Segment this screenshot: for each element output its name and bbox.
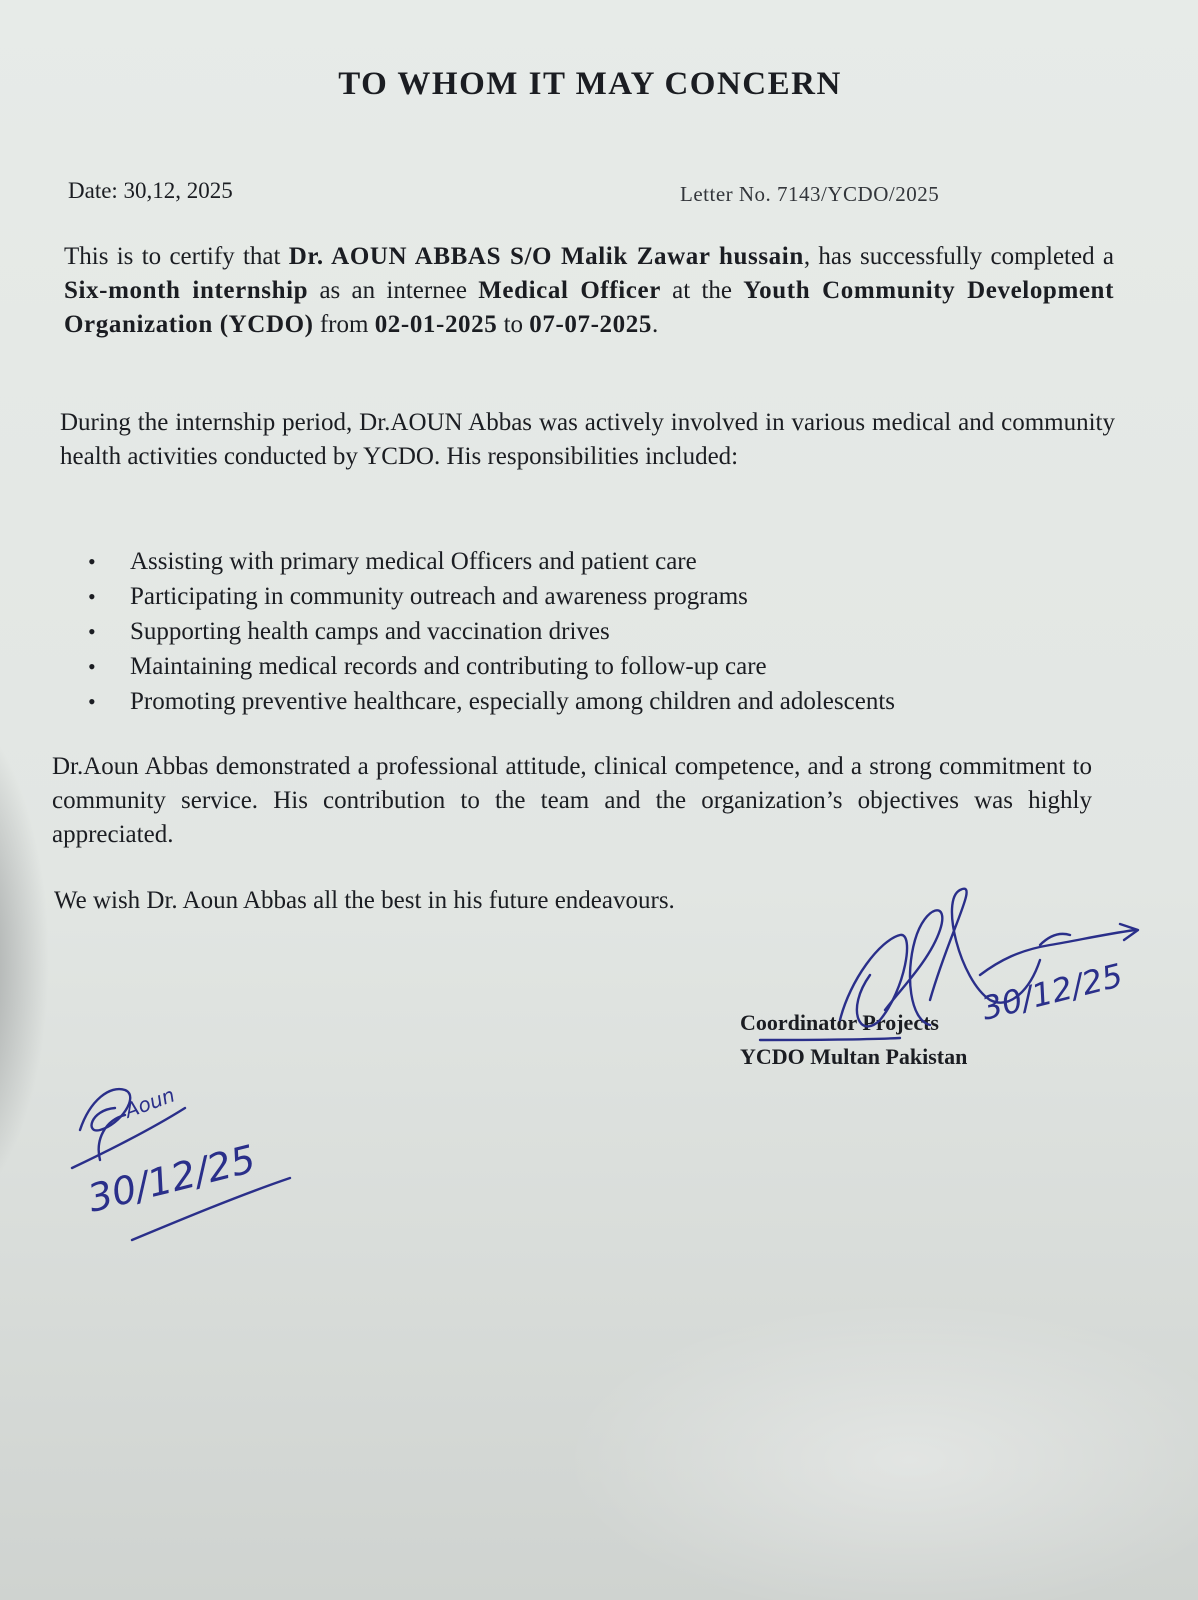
intern-name: Dr. AOUN ABBAS S/O Malik Zawar hussain [288,243,804,270]
letter-number: Letter No. 7143/YCDO/2025 [680,182,940,206]
list-item: • Assisting with primary medical Officers and patient care [88,544,895,579]
evaluation-paragraph: Dr.Aoun Abbas demonstrated a professional attitude, clinical competence, and a strong commitment to community service. His contribution to the team and the organization’s objectives was highly appreciated. [52,753,1092,848]
letter-date: Date: 30,12, 2025 [68,178,233,203]
coordinator-signature-date: 30/12/25 [977,956,1127,1028]
list-item: • Participating in community outreach and awareness programs [88,579,895,614]
signatory-title: Coordinator Projects [740,1010,939,1035]
start-date: 02-01-2025 [374,311,498,338]
letter-title: TO WHOM IT MAY CONCERN [338,66,842,102]
list-item: • Promoting preventive healthcare, especially among children and adolescents [88,684,895,719]
closing-paragraph: We wish Dr. Aoun Abbas all the best in his future endeavours. [54,887,675,914]
end-date: 07-07-2025 [529,311,652,338]
signatory-organization: YCDO Multan Pakistan [740,1044,968,1069]
text-segment: . [651,311,659,338]
text-segment: at the [660,277,744,304]
text-segment: from [313,311,375,338]
text-segment: , has successfully completed a [803,243,1114,270]
recipient-handwritten-name: Aoun [121,1082,178,1123]
responsibilities-intro: During the internship period, Dr.AOUN Abbas was actively involved in various medical and community health activities conducted by YCDO. His responsibilities included: [60,409,1115,470]
organization-name: Youth Community Development Organization (YCDO) [64,277,1114,338]
list-item: • Supporting health camps and vaccination drives [88,614,895,649]
intern-role: Medical Officer [478,277,661,304]
recipient-signature-date: 30/12/25 [83,1136,260,1221]
list-item: • Maintaining medical records and contributing to follow-up care [88,649,895,684]
text-segment: to [497,311,530,338]
internship-duration: Six-month internship [64,277,309,304]
text-segment: as an internee [308,277,479,304]
text-segment: This is to certify that [64,243,289,270]
